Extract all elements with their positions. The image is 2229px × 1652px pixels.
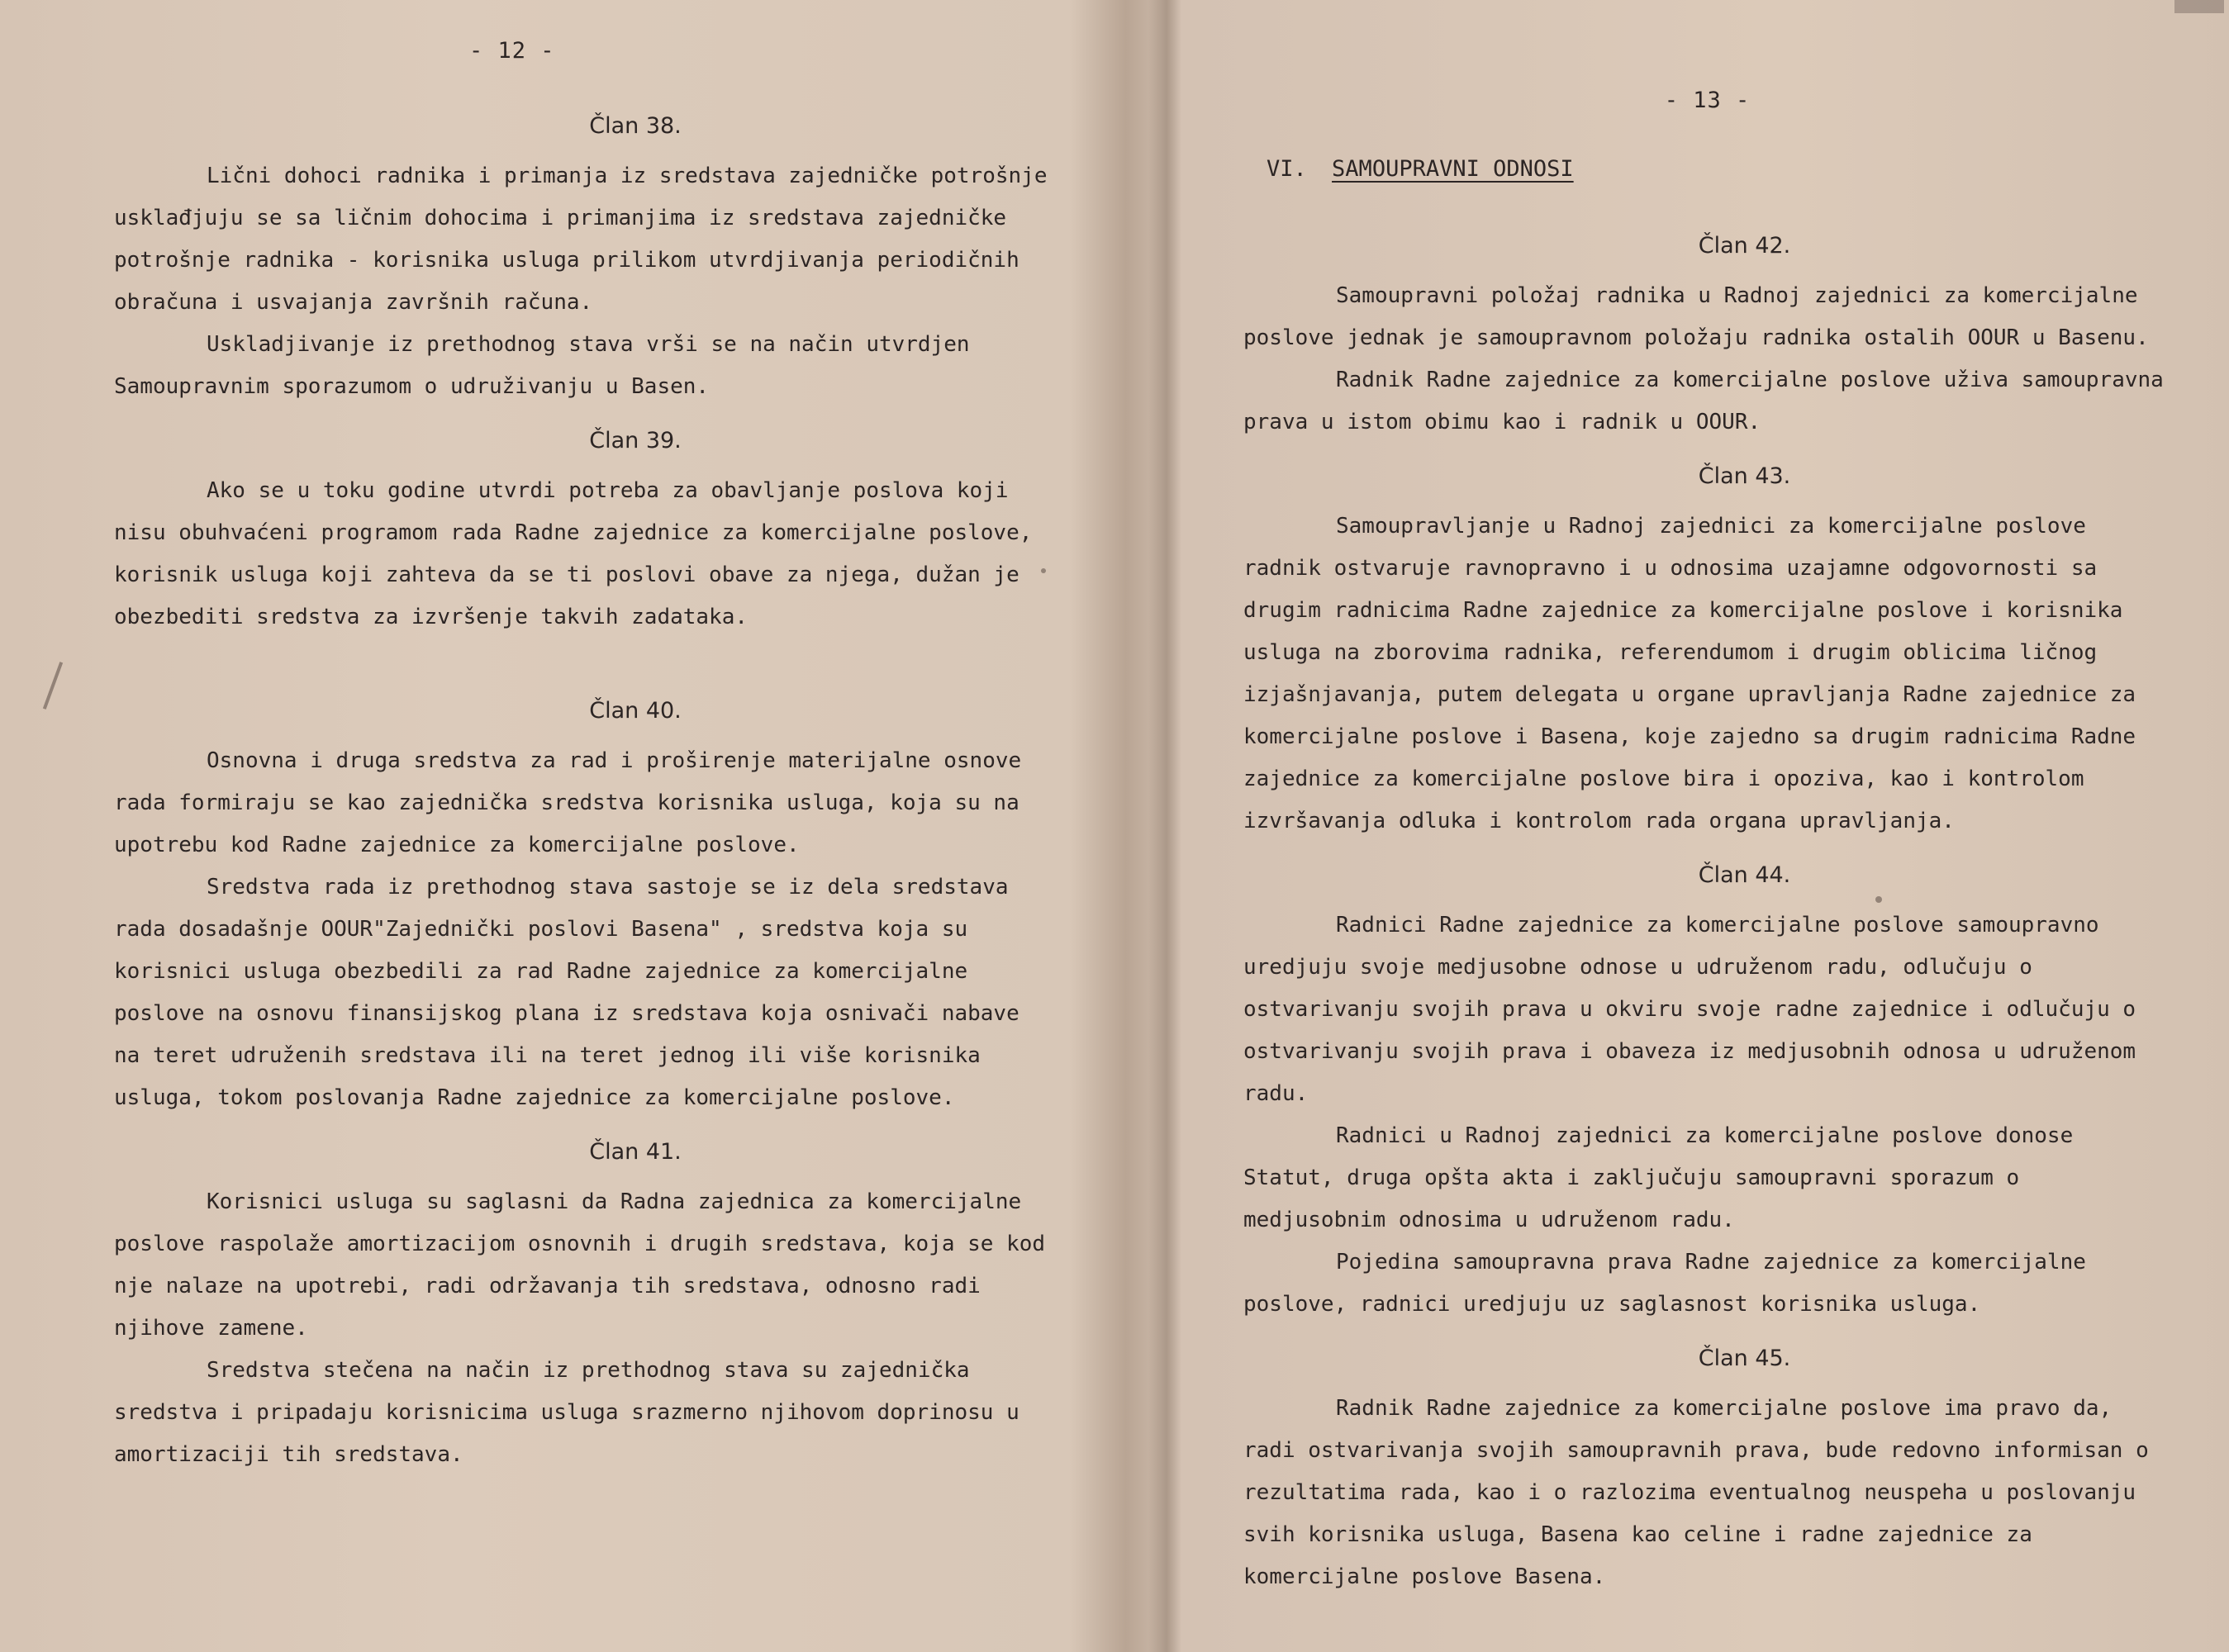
section-title-text: SAMOUPRAVNI ODNOSI [1332, 156, 1574, 182]
page-number-left: - 12 - [469, 38, 555, 64]
paragraph: Samoupravljanje u Radnoj zajednici za komercijalne poslove radnik ostvaruje ravnopravno i u odnosima uzajamne odgovornosti sa drugim radnicima Radne zajednice za komercijalne poslove i korisnika usluga na zborovima radnika, referendumom i drugim oblicima ličnog izjašnjavanja, putem delegata u organe upravljanja Radne zajednice za komercijalne poslove i Basena, koje zajedno sa drugim radnicima Radne zajednice za komercijalne poslove bira i opoziva, kao i kontrolom izvršavanja odluka i kontrolom rada organa upravljanja. [1243, 514, 2136, 833]
article-41 [114, 1131, 1057, 1476]
article-heading: Član 42. [1698, 233, 1791, 259]
paragraph: Sredstva rada iz prethodnog stava sastoje se iz dela sredstava rada dosadašnje OOUR"Zajednički poslovi Basena" , sredstva koja su korisnici usluga obezbedili za rad Radne zajednice za komercijalne poslove na osnovu finansijskog plana iz sredstava koja osnivači nabave na teret udruženih sredstava ili na teret jednog ili više korisnika usluga, tokom poslovanja Radne zajednice za komercijalne poslove. [114, 875, 1019, 1110]
paragraph: Radnici Radne zajednice za komercijalne poslove samoupravno uredjuju svoje medjusobne odnose u udruženom radu, odlučuju o ostvarivanju svojih prava u okviru svoje radne zajednice i odlučuju o ostvarivanju svojih prava i obaveza iz medjusobnih odnosa u udruženom radu. [1243, 913, 2136, 1106]
spacer [114, 650, 1057, 683]
paragraph: Ako se u toku godine utvrdi potreba za obavljanje poslova koji nisu obuhvaćeni programom rada Radne zajednice za komercijalne poslove, korisnik usluga koji zahteva da se ti poslovi obave za njega, dužan je obezbediti sredstva za izvršenje takvih zadataka. [114, 478, 1033, 629]
right-page [1165, 0, 2229, 1652]
section-title [1267, 148, 2171, 190]
paragraph: Pojedina samoupravna prava Radne zajednice za komercijalne poslove, radnici uredjuju uz saglasnost korisnika usluga. [1243, 1250, 2086, 1317]
paragraph: Radnik Radne zajednice za komercijalne poslove uživa samoupravna prava u istom obimu kao i radnik u OOUR. [1243, 368, 2164, 434]
section-roman-numeral: VI. [1267, 156, 1307, 182]
paragraph: Sredstva stečena na način iz prethodnog stava su zajednička sredstva i pripadaju korisnicima usluga srazmerno njihovom doprinosu u amortizaciji tih sredstava. [114, 1358, 1019, 1467]
article-42 [1243, 225, 2171, 444]
article-40 [114, 690, 1057, 1119]
paragraph: Lični dohoci radnika i primanja iz sredstava zajedničke potrošnje usklađjuju se sa ličnim dohocima i primanjima iz sredstava zajedničke potrošnje radnika - korisnika usluga prilikom utvrdjivanja periodičnih obračuna i usvajanja završnih računa. [114, 164, 1048, 315]
paragraph: Korisnici usluga su saglasni da Radna zajednica za komercijalne poslove raspolaže amortizacijom osnovnih i drugih sredstava, koja se kod nje nalaze na upotrebi, radi održavanja tih sredstava, odnosno radi njihove zamene. [114, 1189, 1046, 1341]
article-44 [1243, 854, 2171, 1326]
article-heading: Član 38. [589, 113, 682, 139]
article-heading: Član 40. [589, 698, 682, 724]
page-number-right: - 13 - [1664, 88, 1751, 113]
article-heading: Član 45. [1698, 1346, 1791, 1371]
article-39 [114, 420, 1057, 638]
paper-speck [1041, 568, 1046, 573]
paper-speck [1875, 896, 1882, 903]
article-heading: Član 44. [1698, 862, 1791, 888]
article-38 [114, 105, 1057, 408]
paragraph: Radnik Radne zajednice za komercijalne poslove ima pravo da, radi ostvarivanja svojih samoupravnih prava, bude redovno informisan o rezultatima rada, kao i o razlozima eventualnog neuspeha u poslovanju svih korisnika usluga, Basena kao celine i radne zajednice za komercijalne poslove Basena. [1243, 1396, 2149, 1589]
article-heading: Član 41. [589, 1139, 682, 1165]
paragraph: Uskladjivanje iz prethodnog stava vrši se na način utvrdjen Samoupravnim sporazumom o udruživanju u Basen. [114, 332, 970, 399]
paragraph: Samoupravni položaj radnika u Radnoj zajednici za komercijalne poslove jednak je samoupravnom položaju radnika ostalih OOUR u Basenu. [1243, 283, 2149, 350]
paragraph: Osnovna i druga sredstva za rad i proširenje materijalne osnove rada formiraju se kao zajednička sredstva korisnika usluga, koja su na upotrebu kod Radne zajednice za komercijalne poslove. [114, 748, 1022, 857]
article-45 [1243, 1337, 2171, 1598]
paper-speck [2174, 0, 2224, 13]
article-43 [1243, 455, 2171, 843]
article-heading: Član 39. [589, 428, 682, 453]
paragraph: Radnici u Radnoj zajednici za komercijalne poslove donose Statut, druga opšta akta i zaključuju samoupravni sporazum o medjusobnim odnosima u udruženom radu. [1243, 1123, 2074, 1232]
article-heading: Član 43. [1698, 463, 1791, 489]
